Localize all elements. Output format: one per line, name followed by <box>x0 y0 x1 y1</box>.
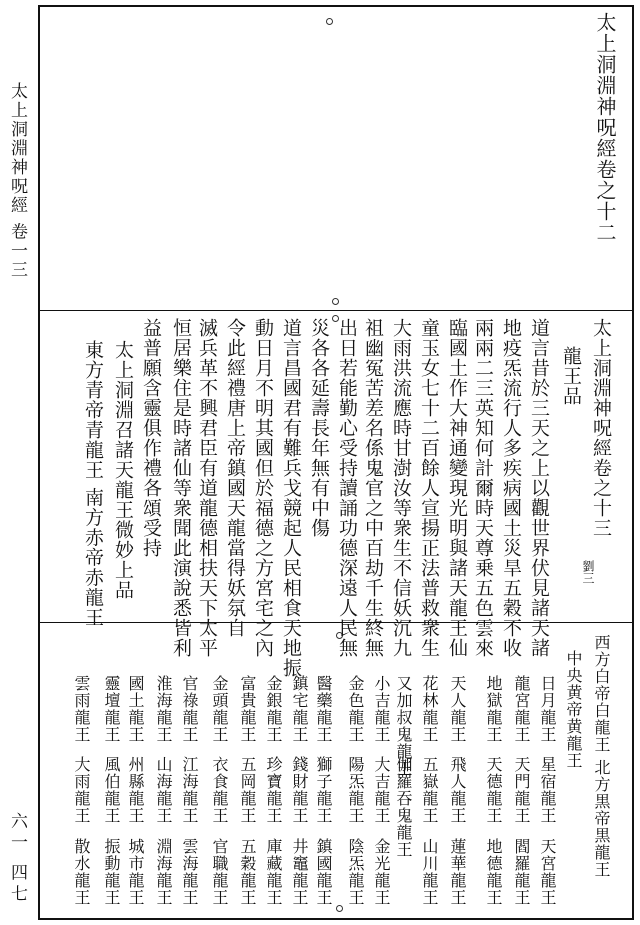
dragon-king-entry: 淮海龍王 <box>154 675 173 743</box>
dragon-king-entry: 井竈龍王 <box>290 838 309 906</box>
dragon-king-entry: 山川龍王 <box>420 838 439 906</box>
dragon-king-entry: 淵海龍王 <box>154 838 173 906</box>
section2-column: 恒居樂住是時諸仙等衆聞此演說悉皆利 <box>170 318 192 658</box>
section2-column: 動日月不明其國但於福德之方宮宅之內 <box>252 318 274 658</box>
dragon-king-entry: 五穀龍王 <box>238 838 257 906</box>
section-divider <box>40 310 632 311</box>
dragon-king-entry: 蓮華龍王 <box>448 838 467 906</box>
section2-column: 龍王品 <box>560 346 582 406</box>
dragon-king-entry: 金銀龍王 <box>264 675 283 743</box>
section2-column: 太上洞淵神呪經卷之十三 <box>590 318 612 538</box>
dragon-king-entry: 風伯龍王 <box>102 756 121 824</box>
dragon-king-entry: 山海龍王 <box>154 756 173 824</box>
dragon-king-entry: 散水龍王 <box>72 838 91 906</box>
dragon-king-entry: 小吉龍王 <box>372 675 391 743</box>
dragon-king-entry: 花林龍王 <box>420 675 439 743</box>
section2-column: 臨國土作大神通變現光明與諸天龍王仙 <box>446 318 468 658</box>
dragon-king-entry: 鎮國龍王 <box>314 838 333 906</box>
dragon-king-entry: 雲雨龍王 <box>72 675 91 743</box>
section2-column: 太上洞淵召諸天龍王微妙上品 <box>112 340 134 600</box>
section2-column: 童玉女七十二百餘人宣揚正法普救衆生 <box>418 318 440 658</box>
dragon-king-entry: 天德龍王 <box>484 756 503 824</box>
dragon-king-entry: 醫藥龍王 <box>314 675 333 743</box>
dragon-king-entry: 州縣龍王 <box>126 756 145 824</box>
dragon-king-entry: 富貴龍王 <box>238 675 257 743</box>
dragon-king-entry: 官職龍王 <box>210 838 229 906</box>
dragon-king-entry: 雲海龍王 <box>180 838 199 906</box>
section3-head-column: 西方白帝白龍王 北方黒帝黒龍王 <box>592 634 611 879</box>
section2-column: 災各各延壽長年無有中傷 <box>308 318 330 538</box>
dragon-king-entry: 天門龍王 <box>512 756 531 824</box>
dragon-king-entry: 獅子龍王 <box>314 756 333 824</box>
dragon-king-entry: 五嶽龍王 <box>420 756 439 824</box>
section2-column: 祖幽冤苦差名係鬼官之中百劫千生終無 <box>362 318 384 658</box>
dragon-king-entry: 大吉龍王 <box>372 756 391 824</box>
dragon-king-entry: 閻羅龍王 <box>512 838 531 906</box>
dragon-king-entry: 金頭龍王 <box>210 675 229 743</box>
binding-hole-icon <box>326 18 333 25</box>
dragon-king-entry: 伽羅吞鬼龍王 <box>394 756 413 858</box>
dragon-king-entry: 錢財龍王 <box>290 756 309 824</box>
binding-hole-icon <box>332 298 339 305</box>
volume-seal: 劉三 <box>581 560 595 584</box>
section2-column: 令此經禮唐上帝鎮國天龍當得妖氛自 <box>224 318 246 638</box>
section2-column: 東方青帝青龍王 南方赤帝赤龍王 <box>82 340 104 628</box>
dragon-king-entry: 地德龍王 <box>484 838 503 906</box>
section1-heading: 太上洞淵神呪經卷之十二 <box>593 12 617 243</box>
dragon-king-entry: 飛人龍王 <box>448 756 467 824</box>
section2-column: 地疫炁流行人多疾病國土災旱五穀不收 <box>500 318 522 658</box>
dragon-king-entry: 天人龍王 <box>448 675 467 743</box>
dragon-king-entry: 陽炁龍王 <box>346 756 365 824</box>
section3-head-column: 中央黄帝黄龍王 <box>564 650 583 769</box>
dragon-king-entry: 金光龍王 <box>372 838 391 906</box>
dragon-king-entry: 地獄龍王 <box>484 675 503 743</box>
section2-column: 益普願含靈俱作禮各頌受持 <box>140 318 162 558</box>
dragon-king-entry: 星宿龍王 <box>538 756 557 824</box>
dragon-king-entry: 陰炁龍王 <box>346 838 365 906</box>
dragon-king-entry: 金色龍王 <box>346 675 365 743</box>
dragon-king-entry: 官祿龍王 <box>180 675 199 743</box>
binding-hole-icon <box>336 905 343 912</box>
dragon-king-entry: 衣食龍王 <box>210 756 229 824</box>
dragon-king-entry: 天宮龍王 <box>538 838 557 906</box>
section2-column: 出日若能勤心受持讀誦功德深遠人民無 <box>336 318 358 658</box>
section2-column: 大雨洪流應時甘澍汝等衆生不信妖沉九 <box>390 318 412 658</box>
dragon-king-entry: 又加叔鬼龍王 <box>394 675 413 777</box>
section2-column: 兩兩二三英知何計爾時天尊乗五色雲來 <box>472 318 494 658</box>
dragon-king-entry: 珍寶龍王 <box>264 756 283 824</box>
dragon-king-entry: 靈壇龍王 <box>102 675 121 743</box>
section2-column: 滅兵革不興君臣有道龍德相扶天下太平 <box>196 318 218 658</box>
dragon-king-entry: 日月龍王 <box>538 675 557 743</box>
dragon-king-entry: 鎮宅龍王 <box>290 675 309 743</box>
dragon-king-entry: 龍宮龍王 <box>512 675 531 743</box>
dragon-king-entry: 國土龍王 <box>126 675 145 743</box>
dragon-king-entry: 庫藏龍王 <box>264 838 283 906</box>
dragon-king-entry: 城市龍王 <box>126 838 145 906</box>
margin-title: 太上洞淵神呪經 卷一三 <box>7 82 27 280</box>
dragon-king-entry: 大雨龍王 <box>72 756 91 824</box>
section2-column: 道言昌國君有難兵戈競起人民相食天地振 <box>280 318 302 678</box>
margin-page-number: 六一 四七 <box>7 812 27 906</box>
section2-column: 道言昔於三天之上以觀世界伏見諸天諸 <box>528 318 550 658</box>
dragon-king-entry: 振動龍王 <box>102 838 121 906</box>
dragon-king-entry: 五岡龍王 <box>238 756 257 824</box>
dragon-king-entry: 江海龍王 <box>180 756 199 824</box>
